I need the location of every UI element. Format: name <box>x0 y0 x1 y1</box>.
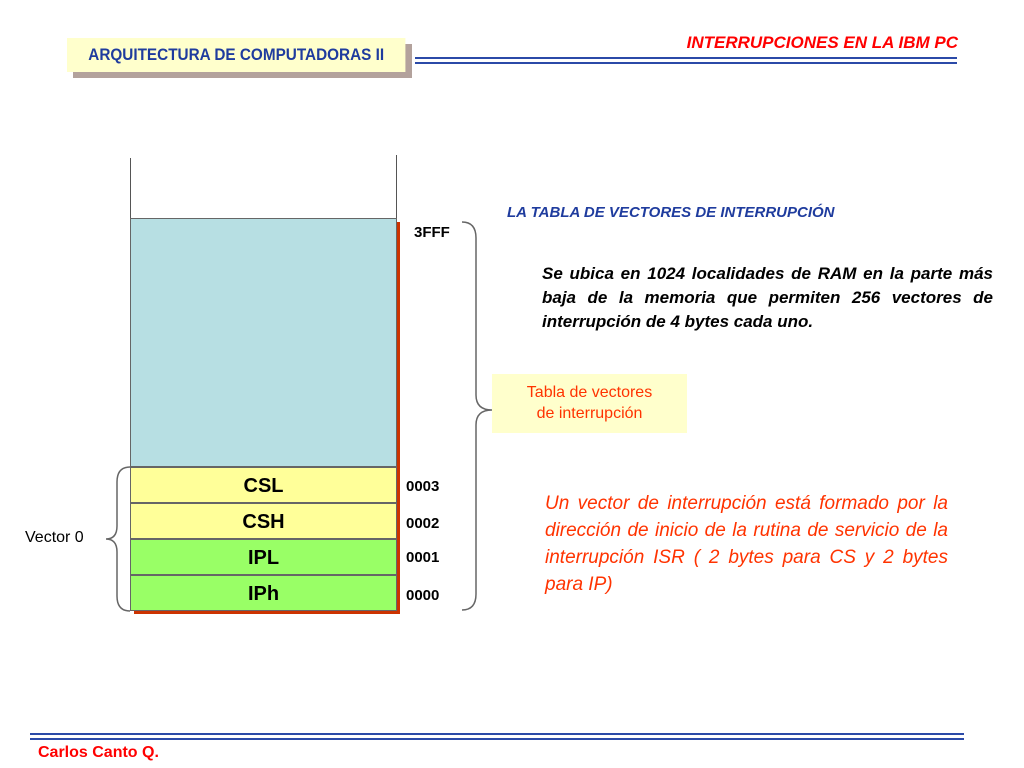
table-description: Se ubica en 1024 localidades de RAM en la parte más baja de la memoria que permiten 256 vectores de interrupción de 4 bytes cada uno. <box>542 264 993 331</box>
memory-cell-csl: CSL <box>130 467 397 503</box>
course-title: ARQUITECTURA DE COMPUTADORAS II <box>67 38 405 72</box>
footer-rule <box>30 733 964 735</box>
section-title: LA TABLA DE VECTORES DE INTERRUPCIÓN <box>507 204 835 221</box>
table-brace-icon <box>462 222 492 610</box>
vector-brace-icon <box>106 467 130 611</box>
address-top: 3FFF <box>414 224 450 241</box>
vector-description: Un vector de interrupción está formado por la dirección de inicio de la rutina de servicio de la interrupción ISR ( 2 bytes para CS y 2 bytes para IP) <box>545 493 948 595</box>
table-label-line-2: de interrupción <box>536 405 643 422</box>
memory-cell-iph: IPh <box>130 575 397 611</box>
address-label: 0000 <box>406 587 440 604</box>
memory-cell-csh: CSH <box>130 503 397 539</box>
address-label: 0003 <box>406 478 440 495</box>
memory-cell-ipl: IPL <box>130 539 397 575</box>
address-label: 0002 <box>406 515 440 532</box>
table-label-box <box>492 374 687 433</box>
address-label: 0001 <box>406 549 440 566</box>
vector-0-label: Vector 0 <box>25 529 84 546</box>
table-label-line-1: Tabla de vectores <box>526 384 653 401</box>
footer-rule-2 <box>30 738 964 740</box>
author-name: Carlos Canto Q. <box>38 744 159 761</box>
page-title: INTERRUPCIONES EN LA IBM PC <box>686 33 958 52</box>
